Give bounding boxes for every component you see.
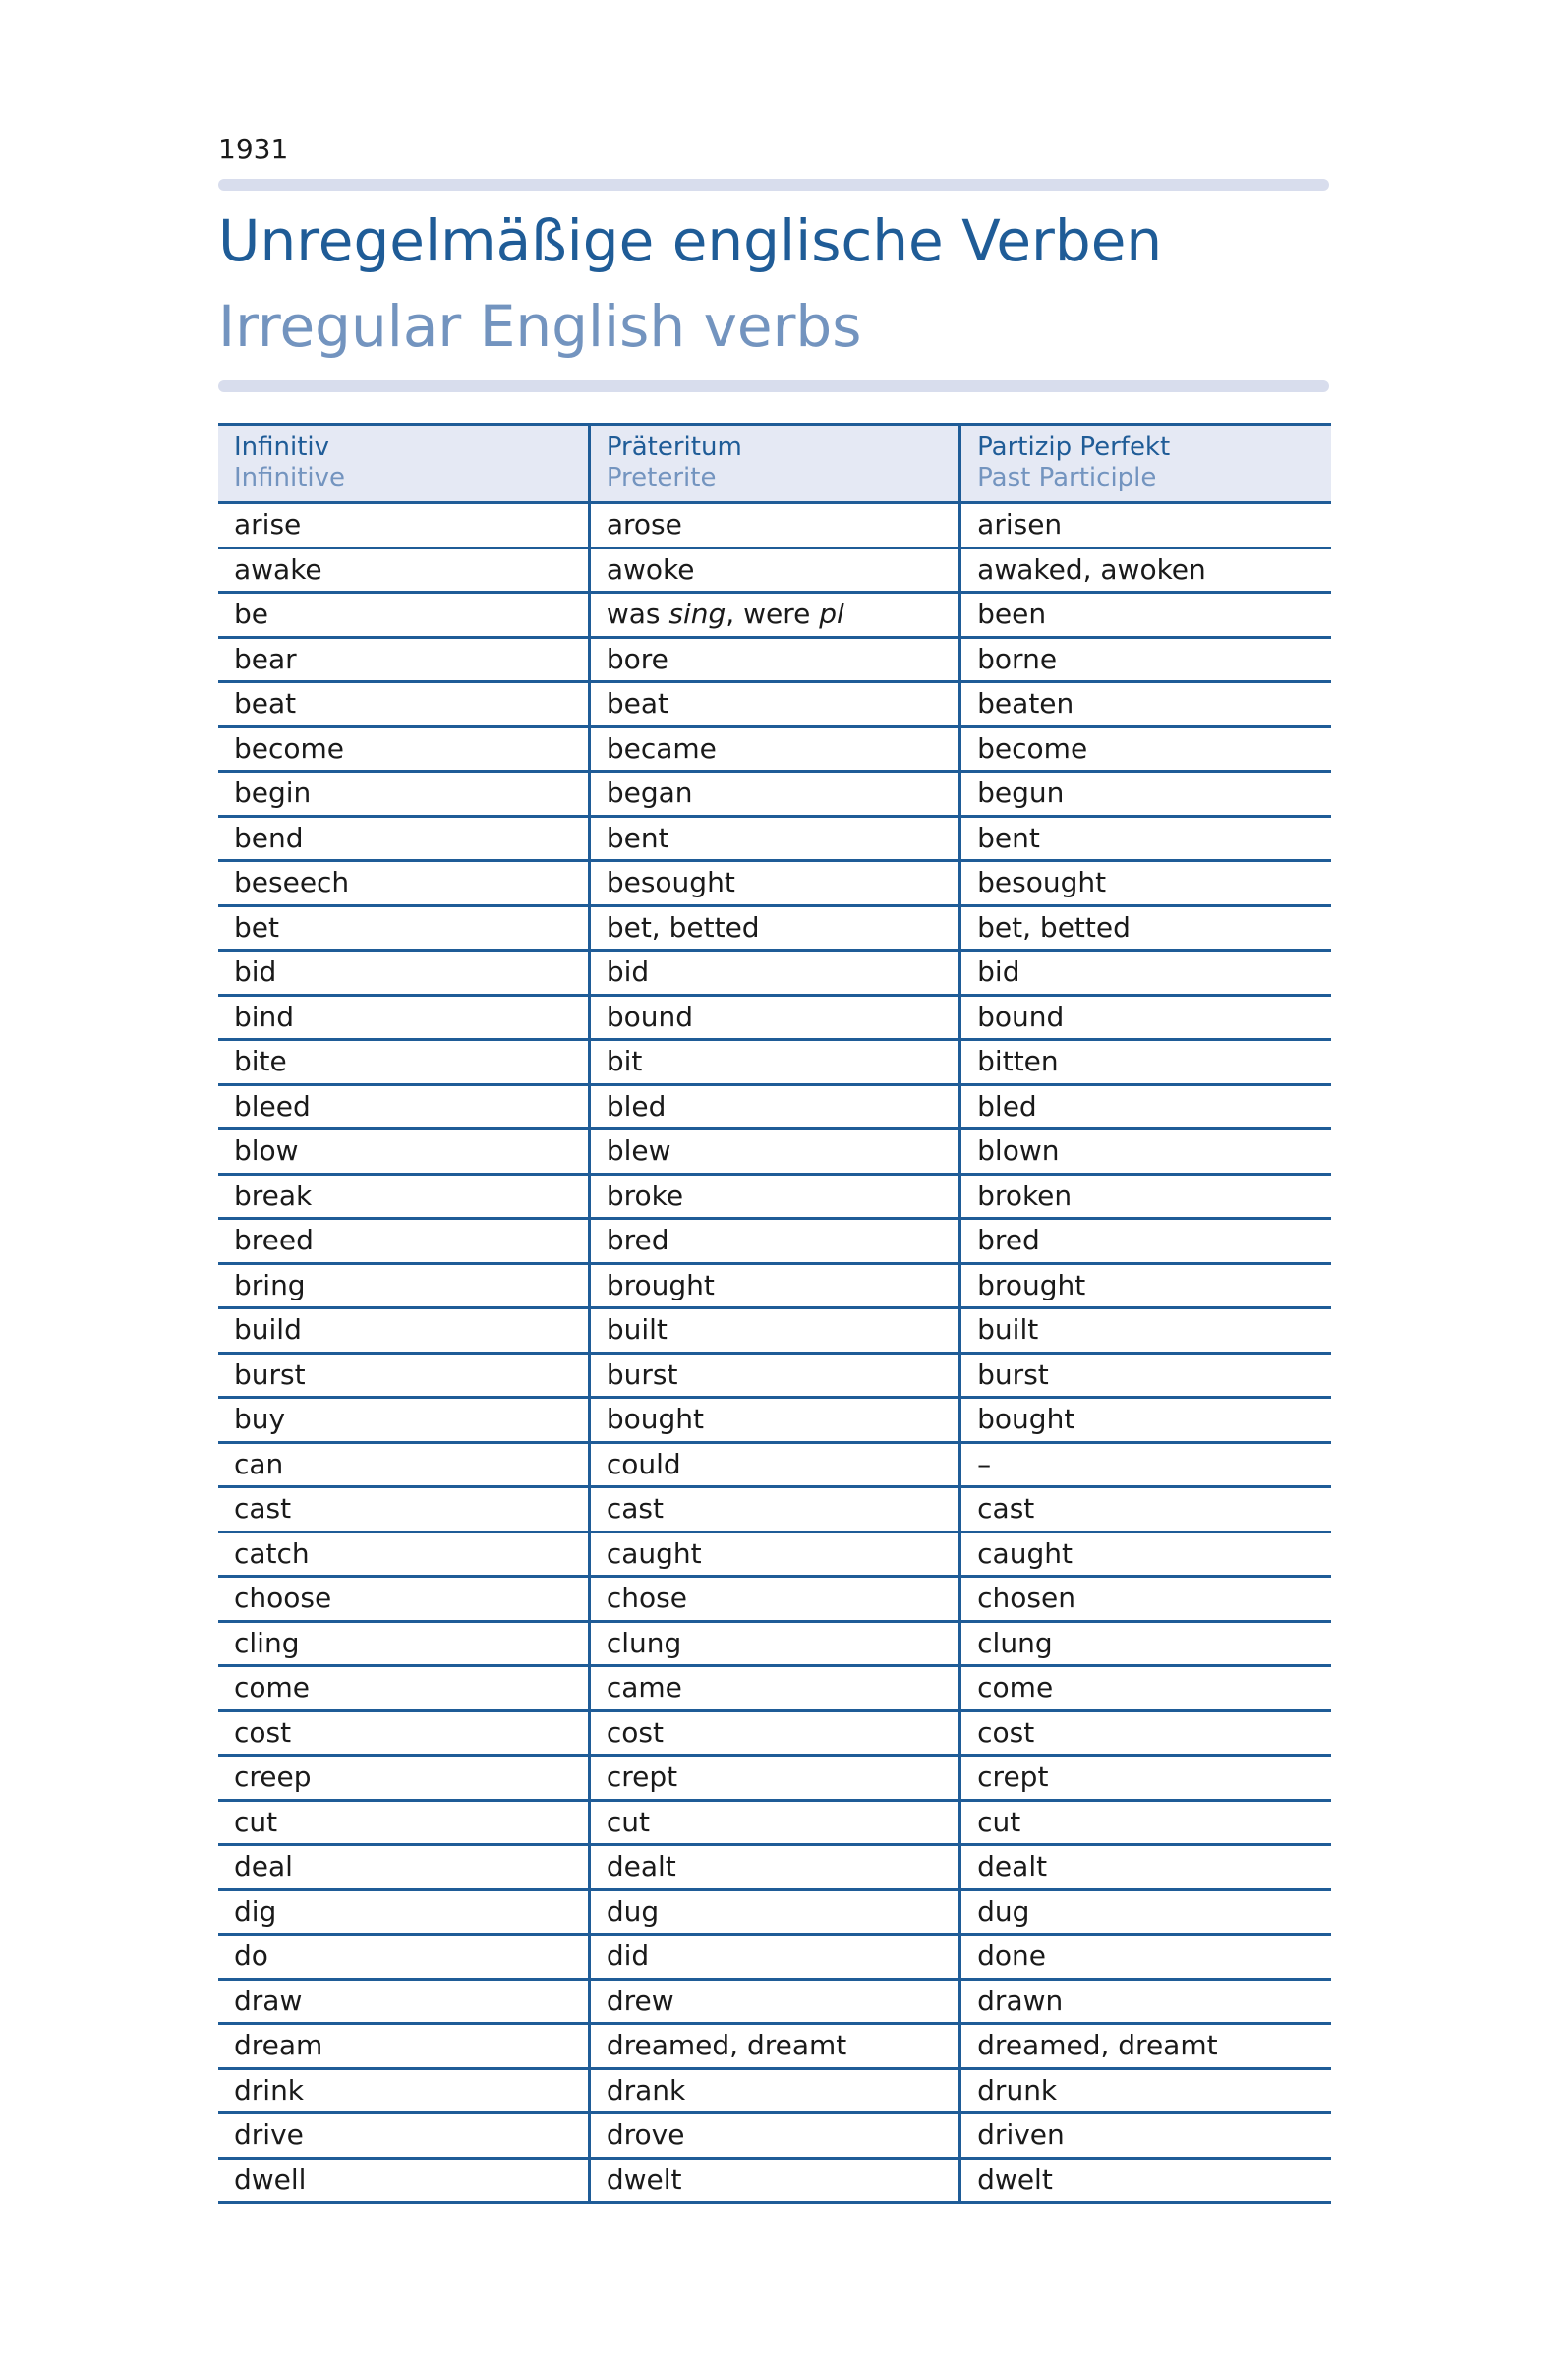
preterite-cell: bent bbox=[589, 816, 959, 861]
preterite-cell: built bbox=[589, 1308, 959, 1354]
infinitive-cell: build bbox=[218, 1308, 589, 1354]
verb-form: was bbox=[606, 598, 669, 631]
page-title-german: Unregelmäßige englische Verben bbox=[218, 207, 1163, 274]
table-row bbox=[218, 951, 1331, 996]
infinitive-cell: drive bbox=[218, 2113, 589, 2159]
table-row bbox=[218, 2024, 1331, 2069]
infinitive-cell: beat bbox=[218, 682, 589, 727]
table-row bbox=[218, 1219, 1331, 1264]
infinitive-cell: come bbox=[218, 1666, 589, 1711]
preterite-cell: dug bbox=[589, 1889, 959, 1935]
table-row bbox=[218, 905, 1331, 951]
preterite-cell: dreamed, dreamt bbox=[589, 2024, 959, 2069]
table-row bbox=[218, 1040, 1331, 1085]
preterite-cell: could bbox=[589, 1442, 959, 1487]
past-participle-cell: bred bbox=[960, 1219, 1331, 1264]
past-participle-cell: beaten bbox=[960, 682, 1331, 727]
preterite-cell: bore bbox=[589, 637, 959, 682]
past-participle-cell: come bbox=[960, 1666, 1331, 1711]
preterite-cell: bet, betted bbox=[589, 905, 959, 951]
infinitive-cell: deal bbox=[218, 1845, 589, 1890]
irregular-verbs-table bbox=[218, 423, 1331, 2204]
past-participle-cell: drunk bbox=[960, 2068, 1331, 2113]
table-row bbox=[218, 503, 1331, 549]
preterite-cell: blew bbox=[589, 1129, 959, 1175]
preterite-cell: crept bbox=[589, 1756, 959, 1801]
preterite-cell: bred bbox=[589, 1219, 959, 1264]
infinitive-cell: draw bbox=[218, 1979, 589, 2024]
preterite-cell: arose bbox=[589, 503, 959, 549]
past-participle-cell: caught bbox=[960, 1531, 1331, 1577]
past-participle-cell: bet, betted bbox=[960, 905, 1331, 951]
infinitive-cell: bite bbox=[218, 1040, 589, 1085]
table-row bbox=[218, 2158, 1331, 2203]
preterite-cell: awoke bbox=[589, 548, 959, 593]
past-participle-cell: built bbox=[960, 1308, 1331, 1354]
preterite-cell: cut bbox=[589, 1800, 959, 1845]
past-participle-cell: chosen bbox=[960, 1577, 1331, 1622]
table-row bbox=[218, 1084, 1331, 1129]
infinitive-cell: bet bbox=[218, 905, 589, 951]
table-row bbox=[218, 593, 1331, 638]
past-participle-cell: bent bbox=[960, 816, 1331, 861]
past-participle-cell: brought bbox=[960, 1263, 1331, 1308]
table-row bbox=[218, 2068, 1331, 2113]
preterite-cell: did bbox=[589, 1935, 959, 1980]
infinitive-cell: dig bbox=[218, 1889, 589, 1935]
infinitive-cell: dream bbox=[218, 2024, 589, 2069]
table-row bbox=[218, 637, 1331, 682]
table-row bbox=[218, 1935, 1331, 1980]
past-participle-cell: dealt bbox=[960, 1845, 1331, 1890]
table-row bbox=[218, 995, 1331, 1040]
infinitive-cell: choose bbox=[218, 1577, 589, 1622]
infinitive-cell: blow bbox=[218, 1129, 589, 1175]
infinitive-cell: bend bbox=[218, 816, 589, 861]
past-participle-cell: been bbox=[960, 593, 1331, 638]
table-row bbox=[218, 1756, 1331, 1801]
past-participle-cell: arisen bbox=[960, 503, 1331, 549]
infinitive-cell: begin bbox=[218, 772, 589, 817]
preterite-cell: drew bbox=[589, 1979, 959, 2024]
page-number: 1931 bbox=[218, 133, 289, 165]
infinitive-cell: bring bbox=[218, 1263, 589, 1308]
past-participle-cell: bound bbox=[960, 995, 1331, 1040]
top-divider bbox=[218, 179, 1329, 191]
table-row bbox=[218, 2113, 1331, 2159]
preterite-cell: cost bbox=[589, 1710, 959, 1756]
infinitive-cell: bind bbox=[218, 995, 589, 1040]
infinitive-cell: cut bbox=[218, 1800, 589, 1845]
infinitive-cell: break bbox=[218, 1174, 589, 1219]
table-row bbox=[218, 548, 1331, 593]
column-header-label-en: Preterite bbox=[606, 463, 717, 492]
preterite-cell: broke bbox=[589, 1174, 959, 1219]
infinitive-cell: become bbox=[218, 726, 589, 772]
page-title-english: Irregular English verbs bbox=[218, 293, 862, 360]
table-row bbox=[218, 1979, 1331, 2024]
table-row bbox=[218, 682, 1331, 727]
preterite-cell: bid bbox=[589, 951, 959, 996]
past-participle-cell: dwelt bbox=[960, 2158, 1331, 2203]
preterite-cell: bled bbox=[589, 1084, 959, 1129]
past-participle-cell: crept bbox=[960, 1756, 1331, 1801]
infinitive-cell: beseech bbox=[218, 861, 589, 906]
past-participle-cell: cast bbox=[960, 1487, 1331, 1532]
infinitive-cell: bid bbox=[218, 951, 589, 996]
infinitive-cell: bleed bbox=[218, 1084, 589, 1129]
past-participle-cell: besought bbox=[960, 861, 1331, 906]
preterite-cell: dwelt bbox=[589, 2158, 959, 2203]
table-row bbox=[218, 1129, 1331, 1175]
past-participle-cell: done bbox=[960, 1935, 1331, 1980]
past-participle-cell: bitten bbox=[960, 1040, 1331, 1085]
infinitive-cell: cost bbox=[218, 1710, 589, 1756]
verb-form: , were bbox=[726, 598, 820, 631]
table-row bbox=[218, 1263, 1331, 1308]
past-participle-cell: bled bbox=[960, 1084, 1331, 1129]
preterite-cell: began bbox=[589, 772, 959, 817]
past-participle-cell: drawn bbox=[960, 1979, 1331, 2024]
infinitive-cell: can bbox=[218, 1442, 589, 1487]
table-row bbox=[218, 1398, 1331, 1443]
past-participle-cell: bid bbox=[960, 951, 1331, 996]
table-row bbox=[218, 1531, 1331, 1577]
infinitive-cell: burst bbox=[218, 1353, 589, 1398]
preterite-cell: chose bbox=[589, 1577, 959, 1622]
preterite-cell: besought bbox=[589, 861, 959, 906]
table-header-row bbox=[218, 425, 1331, 503]
preterite-cell: came bbox=[589, 1666, 959, 1711]
infinitive-cell: arise bbox=[218, 503, 589, 549]
column-header-infinitive bbox=[218, 425, 589, 503]
table-row bbox=[218, 1621, 1331, 1666]
infinitive-cell: do bbox=[218, 1935, 589, 1980]
infinitive-cell: breed bbox=[218, 1219, 589, 1264]
past-participle-cell: dreamed, dreamt bbox=[960, 2024, 1331, 2069]
preterite-cell: brought bbox=[589, 1263, 959, 1308]
table-row bbox=[218, 1174, 1331, 1219]
preterite-cell bbox=[589, 593, 959, 638]
infinitive-cell: dwell bbox=[218, 2158, 589, 2203]
table-row bbox=[218, 1845, 1331, 1890]
column-header-label-de: Partizip Perfekt bbox=[977, 433, 1171, 462]
table-row bbox=[218, 1666, 1331, 1711]
table-row bbox=[218, 1577, 1331, 1622]
preterite-cell: caught bbox=[589, 1531, 959, 1577]
past-participle-cell: clung bbox=[960, 1621, 1331, 1666]
column-header-label-en: Past Participle bbox=[977, 463, 1157, 492]
past-participle-cell: burst bbox=[960, 1353, 1331, 1398]
infinitive-cell: cling bbox=[218, 1621, 589, 1666]
grammar-note: pl bbox=[819, 598, 844, 631]
column-header-label-de: Infinitiv bbox=[234, 433, 330, 462]
past-participle-cell: driven bbox=[960, 2113, 1331, 2159]
table-row bbox=[218, 772, 1331, 817]
past-participle-cell: – bbox=[960, 1442, 1331, 1487]
past-participle-cell: cut bbox=[960, 1800, 1331, 1845]
preterite-cell: cast bbox=[589, 1487, 959, 1532]
infinitive-cell: awake bbox=[218, 548, 589, 593]
infinitive-cell: bear bbox=[218, 637, 589, 682]
preterite-cell: beat bbox=[589, 682, 959, 727]
grammar-note: sing bbox=[668, 598, 726, 631]
preterite-cell: clung bbox=[589, 1621, 959, 1666]
preterite-cell: bound bbox=[589, 995, 959, 1040]
past-participle-cell: bought bbox=[960, 1398, 1331, 1443]
preterite-cell: drank bbox=[589, 2068, 959, 2113]
table-row bbox=[218, 1487, 1331, 1532]
table-row bbox=[218, 861, 1331, 906]
table-row bbox=[218, 1442, 1331, 1487]
table-row bbox=[218, 1800, 1331, 1845]
infinitive-cell: be bbox=[218, 593, 589, 638]
preterite-cell: drove bbox=[589, 2113, 959, 2159]
infinitive-cell: catch bbox=[218, 1531, 589, 1577]
past-participle-cell: blown bbox=[960, 1129, 1331, 1175]
preterite-cell: became bbox=[589, 726, 959, 772]
table-row bbox=[218, 1353, 1331, 1398]
table-row bbox=[218, 1889, 1331, 1935]
preterite-cell: bought bbox=[589, 1398, 959, 1443]
past-participle-cell: borne bbox=[960, 637, 1331, 682]
column-header-preterite bbox=[589, 425, 959, 503]
preterite-cell: bit bbox=[589, 1040, 959, 1085]
infinitive-cell: buy bbox=[218, 1398, 589, 1443]
past-participle-cell: awaked, awoken bbox=[960, 548, 1331, 593]
preterite-cell: burst bbox=[589, 1353, 959, 1398]
past-participle-cell: dug bbox=[960, 1889, 1331, 1935]
title-divider bbox=[218, 380, 1329, 392]
infinitive-cell: creep bbox=[218, 1756, 589, 1801]
past-participle-cell: become bbox=[960, 726, 1331, 772]
column-header-past-participle bbox=[960, 425, 1331, 503]
table-row bbox=[218, 1308, 1331, 1354]
infinitive-cell: cast bbox=[218, 1487, 589, 1532]
past-participle-cell: broken bbox=[960, 1174, 1331, 1219]
infinitive-cell: drink bbox=[218, 2068, 589, 2113]
table-row bbox=[218, 1710, 1331, 1756]
past-participle-cell: begun bbox=[960, 772, 1331, 817]
past-participle-cell: cost bbox=[960, 1710, 1331, 1756]
column-header-label-en: Infinitive bbox=[234, 463, 346, 492]
preterite-cell: dealt bbox=[589, 1845, 959, 1890]
column-header-label-de: Präteritum bbox=[606, 433, 742, 462]
table-row bbox=[218, 816, 1331, 861]
table-row bbox=[218, 726, 1331, 772]
